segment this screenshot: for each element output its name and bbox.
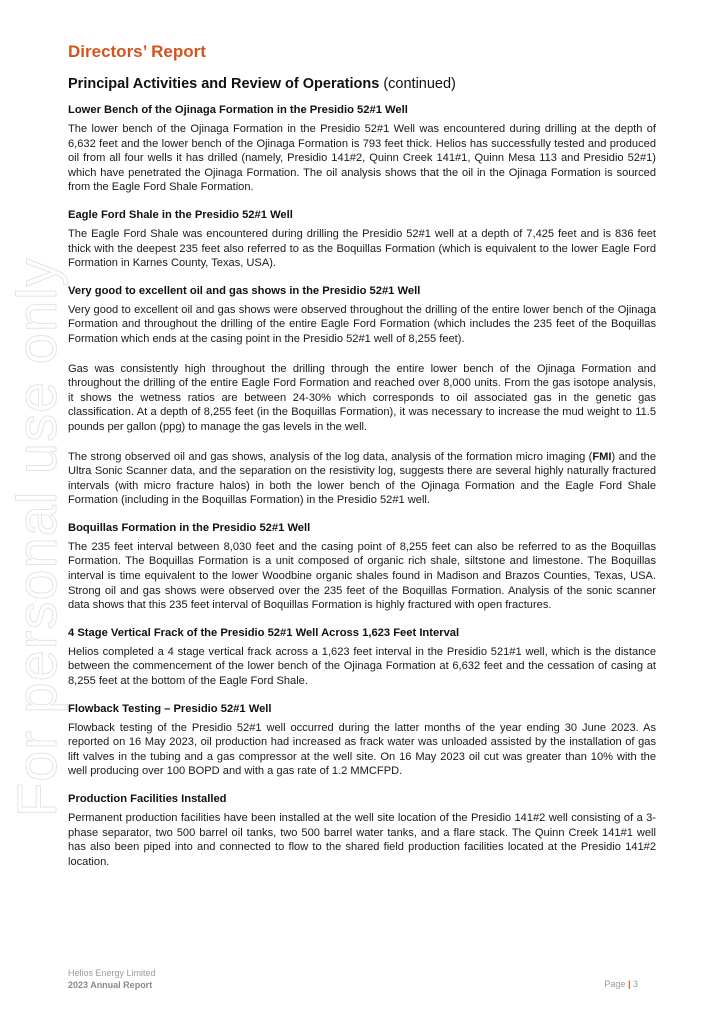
paragraph: Gas was consistently high throughout the drilling through the entire lower bench of the Ojinaga Formation and throughout the drilling of the entire Eagle Ford Formation and reached over 8,000 units. From the gas isotope analysis, it shows the wetness ratios are between 24-30% which corresponds to oil associated gas in the genetic gas classification. At a depth of 8,255 feet (in the Boquillas Formation), it was necessary to increase the mud weight to 11.5 pounds per gallon (ppg) to manage the gas levels in the well.	[68, 362, 656, 433]
heading-eagle-ford: Eagle Ford Shale in the Presidio 52#1 Well	[68, 208, 293, 221]
page-separator: |	[627, 979, 631, 989]
paragraph: The 235 feet interval between 8,030 feet and the casing point of 8,255 feet can also be referred to as the Boquillas Formation. The Boquillas Formation is a unit composed of organic rich shale, siltstone and limestone. The Boquillas interval is time equivalent to the lower Woodbine organic shales found in Madison and Brazos Counties, Texas, USA. Strong oil and gas shows were observed over the 235 feet of the Boquillas Formation. Analysis of the sonic scanner data shows that this 235 feet interval of Boquillas Formation is highly fractured with open fractures.	[68, 540, 656, 612]
paragraph-fmi	[68, 450, 656, 508]
fmi-abbreviation: FMI	[592, 450, 612, 463]
section-title	[68, 76, 656, 92]
heading-lower-bench: Lower Bench of the Ojinaga Formation in the Presidio 52#1 Well	[68, 104, 408, 116]
paragraph: Flowback testing of the Presidio 52#1 well occurred during the latter months of the year ending 30 June 2023. As reported on 16 May 2023, oil production had increased as frack water was unloaded assisted by the installation of gas lift valves in the tubing and a gas compressor at the well site. On 16 May 2023 oil cut was greater than 10% with the well producing over 100 BOPD and with a gas rate of 1.2 MMCFPD.	[68, 721, 656, 778]
footer-company: Helios Energy Limited	[68, 968, 156, 978]
heading-oil-gas-shows: Very good to excellent oil and gas shows in the Presidio 52#1 Well	[68, 284, 421, 297]
paragraph: The Eagle Ford Shale was encountered during drilling the Presidio 52#1 well at a depth of 7,425 feet and is 836 feet thick with the deepest 235 feet also referred to as the Boquillas Formation (which is equivalent to the lower Eagle Ford Formation in Karnes County, Texas, USA).	[68, 227, 656, 270]
page-title: Directors’ Report	[68, 42, 206, 61]
page-number-value: 3	[632, 979, 638, 989]
paragraph: The lower bench of the Ojinaga Formation in the Presidio 52#1 Well was encountered during drilling at the depth of 6,632 feet and the lower bench of the Ojinaga Formation is 793 feet thick. Helios has successfully tested and produced oil from all four wells it has drilled (namely, Presidio 141#2, Quinn Creek 141#1, Quinn Mesa 113 and Presidio 52#1) which have penetrated the Ojinaga Formation. The oil analysis shows that the oil in the Ojinaga Formation is sourced from the Eagle Ford Shale Formation.	[68, 123, 656, 194]
heading-production-facilities: Production Facilities Installed	[68, 793, 227, 805]
heading-vertical-frack: 4 Stage Vertical Frack of the Presidio 52#1 Well Across 1,623 Feet Interval	[68, 626, 460, 639]
footer-report-name: 2023 Annual Report	[68, 980, 153, 990]
fmi-text-before: The strong observed oil and gas shows, analysis of the log data, analysis of the formation micro imaging (	[68, 450, 593, 463]
watermark: For personal use only	[5, 257, 68, 817]
heading-flowback-testing: Flowback Testing – Presidio 52#1 Well	[68, 702, 272, 715]
fmi-text-after: ) and the Ultra Sonic Scanner data, and the separation on the resistivity log, suggests there are several highly naturally fractured intervals (with micro fracture halos) in both the lower bench of the Ojinaga Formation and the Eagle Ford Shale Formation (including in the Boquillas Formation) in the Presidio 52#1 well.	[68, 450, 657, 507]
page-number	[604, 979, 638, 989]
page-content	[68, 42, 656, 879]
paragraph: Very good to excellent oil and gas shows were observed throughout the drilling of the entire lower bench of the Ojinaga Formation and throughout the drilling of the entire Eagle Ford Formation (which includes the 235 feet of the Boquillas Formation which ends at the casing point in the Presidio 52#1 well of 8,255 feet).	[68, 303, 656, 345]
paragraph: Permanent production facilities have been installed at the well site location of the Presidio 141#2 well consisting of a 3-phase separator, two 500 barrel oil tanks, two 500 barrel water tanks, and a flare stack. The Quinn Creek 141#1 well has also been piped into and connected to flow to the shared field production facilities located at the Presidio 141#2 location.	[68, 812, 656, 868]
paragraph: Helios completed a 4 stage vertical frack across a 1,623 feet interval in the Presidio 521#1 well, which is the distance between the commencement of the lower bench of the Ojinaga Formation at 6,632 feet and the cessation of casing at 8,255 feet at the bottom of the Eagle Ford Shale.	[68, 645, 656, 688]
page-label: Page	[604, 979, 626, 989]
section-title-text: Principal Activities and Review of Operations	[68, 76, 380, 92]
footer-company-block	[68, 967, 156, 991]
heading-boquillas: Boquillas Formation in the Presidio 52#1 Well	[68, 521, 311, 534]
section-title-suffix: (continued)	[383, 76, 456, 92]
